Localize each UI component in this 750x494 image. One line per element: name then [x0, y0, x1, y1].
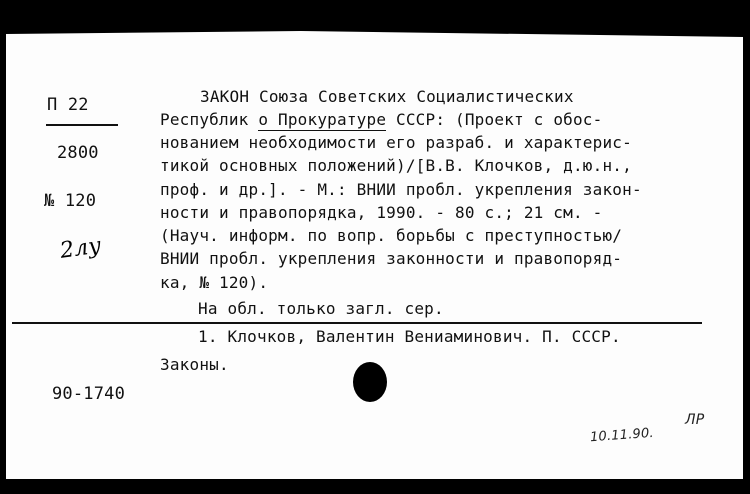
tracing-line-1: 1. Клочков, Валентин Вениаминович. П. СССР.: [198, 327, 621, 346]
handwritten-note: 2лу: [58, 233, 103, 264]
underlined-subject: о Прокуратуре: [258, 110, 387, 129]
imprint-line-2: ности и правопорядка, 1990. - 80 с.; 21 см. -: [160, 203, 603, 222]
series-issue-number: № 120: [44, 191, 97, 211]
title-line-2-start: Республик: [160, 110, 259, 129]
stamp-date: 10.11.90.: [589, 425, 655, 446]
title-line-4: тикой основных положений)/[В.В. Клочков, д.ю.н.,: [160, 156, 632, 175]
tracing-separator: [12, 322, 702, 324]
title-line-2-end: СССР: (Проект с обос-: [386, 110, 603, 129]
punch-hole: [353, 362, 387, 402]
title-line-2: [160, 110, 602, 129]
series-line-2: ВНИИ пробл. укрепления законности и правопоряд-: [160, 249, 623, 268]
call-number: 2800: [57, 143, 99, 163]
inventory-number: 90-1740: [52, 384, 126, 404]
shelfmark-underline: [46, 124, 118, 126]
shelfmark: П 22: [47, 95, 89, 115]
tracing-line-2: Законы.: [160, 355, 229, 374]
imprint-line-1: проф. и др.]. - М.: ВНИИ пробл. укрепления закон-: [160, 180, 642, 199]
stamp-initials: ЛР: [685, 412, 705, 428]
note-line: На обл. только загл. сер.: [198, 299, 444, 318]
series-line-3: ка, № 120).: [160, 273, 269, 292]
title-line-1: ЗАКОН Союза Советских Социалистических: [200, 87, 574, 106]
title-line-3: нованием необходимости его разраб. и характерис-: [160, 133, 632, 152]
series-line-1: (Науч. информ. по вопр. борьбы с преступностью/: [160, 226, 623, 245]
